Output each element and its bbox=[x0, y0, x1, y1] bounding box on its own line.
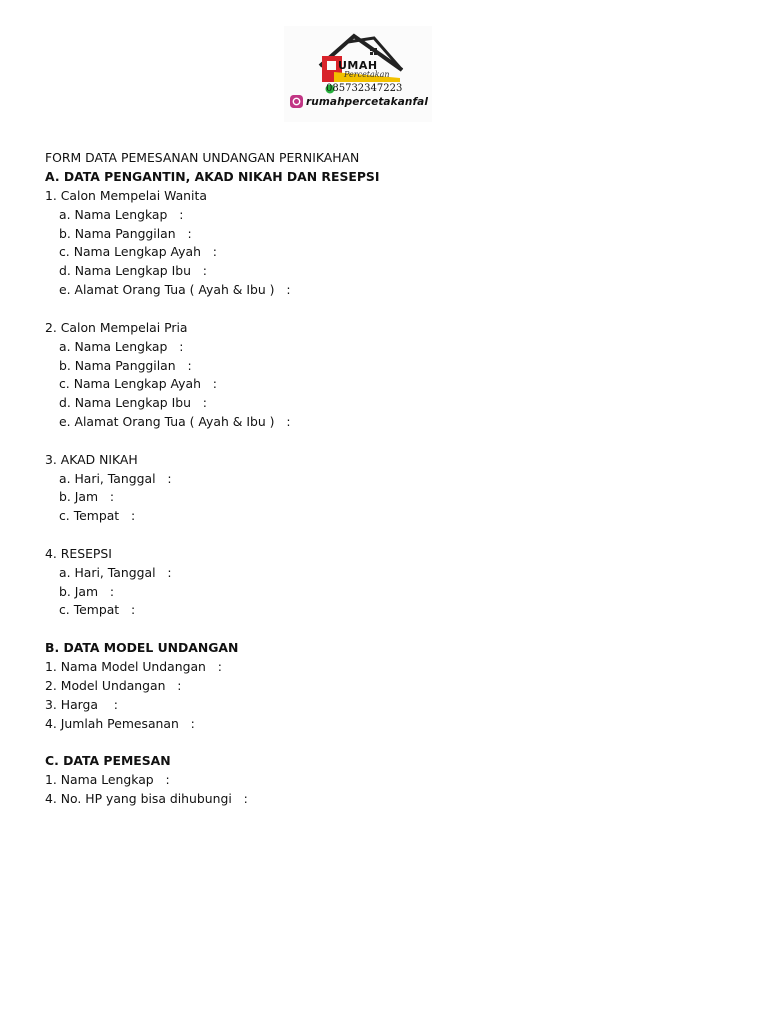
resepsi-field: b. Jam : bbox=[59, 583, 115, 599]
section-b-heading: B. DATA MODEL UNDANGAN bbox=[45, 639, 239, 655]
pria-field: a. Nama Lengkap : bbox=[59, 338, 184, 354]
wanita-field: e. Alamat Orang Tua ( Ayah & Ibu ) : bbox=[59, 282, 291, 298]
pria-field: b. Nama Panggilan : bbox=[59, 357, 192, 373]
pria-field: d. Nama Lengkap Ibu : bbox=[59, 395, 207, 411]
model-field: 4. Jumlah Pemesanan : bbox=[45, 715, 195, 731]
form-title: FORM DATA PEMESANAN UNDANGAN PERNIKAHAN bbox=[45, 150, 360, 165]
akad-field: c. Tempat : bbox=[59, 508, 136, 524]
akad-heading: 3. AKAD NIKAH bbox=[45, 451, 138, 467]
logo-brand-word: UMAH bbox=[338, 59, 378, 72]
order-form bbox=[45, 149, 735, 809]
instagram-icon bbox=[290, 95, 303, 108]
wanita-field: a. Nama Lengkap : bbox=[59, 206, 184, 222]
resepsi-heading: 4. RESEPSI bbox=[45, 545, 112, 561]
logo-phone: 085732347223 bbox=[326, 83, 403, 94]
pemesan-field: 1. Nama Lengkap : bbox=[45, 771, 170, 787]
logo-brand-script: Percetakan bbox=[344, 70, 390, 79]
akad-field: a. Hari, Tanggal : bbox=[59, 470, 172, 486]
pemesan-field: 4. No. HP yang bisa dihubungi : bbox=[45, 790, 248, 806]
logo-instagram-handle: rumahpercetakanfal bbox=[306, 96, 429, 108]
model-field: 1. Nama Model Undangan : bbox=[45, 658, 222, 674]
wanita-field: d. Nama Lengkap Ibu : bbox=[59, 263, 207, 279]
section-a-heading: A. DATA PENGANTIN, AKAD NIKAH DAN RESEPSI bbox=[45, 168, 380, 184]
section-c-heading: C. DATA PEMESAN bbox=[45, 753, 171, 769]
model-field: 2. Model Undangan : bbox=[45, 677, 182, 693]
pria-field: c. Nama Lengkap Ayah : bbox=[59, 376, 217, 392]
akad-field: b. Jam : bbox=[59, 489, 115, 505]
resepsi-field: c. Tempat : bbox=[59, 602, 136, 618]
wanita-field: c. Nama Lengkap Ayah : bbox=[59, 244, 217, 260]
pria-heading: 2. Calon Mempelai Pria bbox=[45, 319, 188, 335]
wanita-field: b. Nama Panggilan : bbox=[59, 225, 192, 241]
pria-field: e. Alamat Orang Tua ( Ayah & Ibu ) : bbox=[59, 414, 291, 430]
company-logo bbox=[284, 26, 432, 122]
resepsi-field: a. Hari, Tanggal : bbox=[59, 564, 172, 580]
wanita-heading: 1. Calon Mempelai Wanita bbox=[45, 187, 207, 203]
model-field: 3. Harga : bbox=[45, 696, 118, 712]
